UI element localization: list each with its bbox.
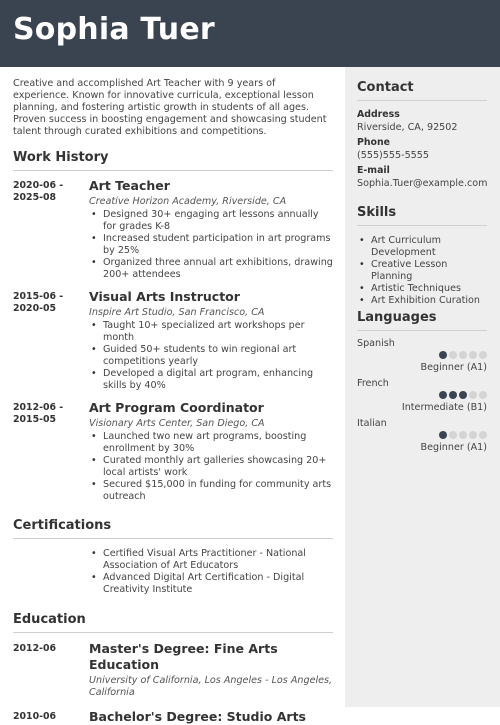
language-rating	[437, 391, 487, 399]
language-level: Beginner (A1)	[420, 442, 487, 453]
job-entry	[13, 400, 333, 503]
job-date-end: 2020-05	[13, 303, 57, 314]
rating-dot-filled	[439, 431, 447, 439]
language-item	[357, 338, 487, 373]
rating-dot-empty	[469, 391, 477, 399]
job-bullet: • Taught 10+ specialized art workshops per month	[89, 320, 333, 344]
language-level: Beginner (A1)	[420, 362, 487, 373]
language-rating	[437, 351, 487, 359]
job-bullet: • Secured $15,000 in funding for community arts outreach	[89, 479, 333, 503]
education-date: 2012-06	[13, 643, 57, 654]
job-dates	[13, 400, 89, 503]
rating-dot-filled	[439, 391, 447, 399]
rating-dot-empty	[479, 351, 487, 359]
job-bullet: • Organized three annual art exhibitions, drawing 200+ attendees	[89, 257, 333, 281]
email-value: Sophia.Tuer@example.com	[357, 178, 488, 189]
job-entry	[13, 289, 333, 392]
summary: Creative and accomplished Art Teacher with 9 years of experience. Known for innovative curricula, exceptional lesson planning, and fostering artistic growth in students of all ages. Proven success in boosting engagement and showcasing student talent through curated exhibitions and competitions.	[13, 78, 327, 137]
certifications-entry	[13, 547, 333, 596]
candidate-name: Sophia Tuer	[13, 12, 215, 47]
job-date-start: 2012-06 -	[13, 402, 64, 413]
skill-item: • Artistic Techniques	[357, 283, 487, 295]
job-date-end: 2015-05	[13, 414, 57, 425]
job-date-end: 2025-08	[13, 192, 57, 203]
skills-list	[357, 235, 487, 307]
phone-label: Phone	[357, 137, 391, 148]
rating-dot-empty	[469, 351, 477, 359]
job-body	[89, 400, 333, 503]
job-dates	[13, 289, 89, 392]
rating-dot-empty	[449, 351, 457, 359]
job-bullet: • Increased student participation in art programs by 25%	[89, 233, 333, 257]
job-title: Art Teacher	[89, 178, 170, 193]
degree-title: Master's Degree: Fine Arts Education	[89, 641, 278, 672]
rating-dot-empty	[479, 431, 487, 439]
address-label: Address	[357, 109, 400, 120]
job-body	[89, 178, 333, 281]
job-title: Art Program Coordinator	[89, 400, 264, 415]
certification-item: • Advanced Digital Art Certification - Digital Creativity Institute	[89, 572, 333, 596]
job-bullet: • Designed 30+ engaging art lessons annually for grades K-8	[89, 209, 333, 233]
job-bullet: • Launched two new art programs, boosting enrollment by 30%	[89, 431, 333, 455]
rating-dot-empty	[479, 391, 487, 399]
job-bullet: • Curated monthly art galleries showcasing 20+ local artists' work	[89, 455, 333, 479]
education-entry	[13, 641, 333, 699]
contact-section	[357, 80, 487, 190]
skills-section	[357, 205, 487, 307]
rating-dot-empty	[449, 431, 457, 439]
rating-dot-filled	[439, 351, 447, 359]
job-bullets	[89, 209, 333, 281]
job-entry	[13, 178, 333, 281]
job-organization: Creative Horizon Academy, Riverside, CA	[89, 196, 287, 207]
job-body	[89, 289, 333, 392]
language-item	[357, 378, 487, 413]
address-value: Riverside, CA, 92502	[357, 122, 458, 133]
skill-item: • Art Curriculum Development	[357, 235, 487, 259]
job-dates	[13, 178, 89, 281]
degree-title: Bachelor's Degree: Studio Arts	[89, 709, 306, 724]
education-entry	[13, 709, 333, 725]
resume-header	[0, 0, 500, 67]
education-title: Education	[13, 612, 333, 633]
language-name: French	[357, 378, 389, 389]
job-bullets	[89, 320, 333, 392]
job-bullets	[89, 431, 333, 503]
email-label: E-mail	[357, 165, 390, 176]
phone-value: (555)555-5555	[357, 150, 429, 161]
school-name: University of California, Los Angeles - Los Angeles, California	[89, 675, 333, 698]
rating-dot-empty	[459, 351, 467, 359]
language-level: Intermediate (B1)	[401, 402, 487, 413]
languages-title: Languages	[357, 310, 487, 331]
rating-dot-filled	[449, 391, 457, 399]
language-name: Italian	[357, 418, 387, 429]
job-date-start: 2020-06 -	[13, 180, 64, 191]
language-item	[357, 418, 487, 453]
rating-dot-empty	[459, 431, 467, 439]
skills-title: Skills	[357, 205, 487, 226]
job-bullet: • Guided 50+ students to win regional art competitions yearly	[89, 344, 333, 368]
job-date-start: 2015-06 -	[13, 291, 64, 302]
skill-item: • Creative Lesson Planning	[357, 259, 487, 283]
job-organization: Inspire Art Studio, San Francisco, CA	[89, 307, 265, 318]
contact-title: Contact	[357, 80, 487, 101]
language-name: Spanish	[357, 338, 395, 349]
languages-section	[357, 310, 487, 331]
rating-dot-empty	[469, 431, 477, 439]
language-rating	[437, 431, 487, 439]
education-date: 2010-06	[13, 711, 57, 722]
skill-item: • Art Exhibition Curation	[357, 295, 487, 307]
job-title: Visual Arts Instructor	[89, 289, 240, 304]
rating-dot-filled	[459, 391, 467, 399]
main-column	[13, 78, 333, 725]
certifications-title: Certifications	[13, 518, 333, 539]
certification-item: • Certified Visual Arts Practitioner - National Association of Art Educators	[89, 548, 333, 572]
certification-list	[89, 548, 333, 596]
job-organization: Visionary Arts Center, San Diego, CA	[89, 418, 265, 429]
job-bullet: • Developed a digital art program, enhancing skills by 40%	[89, 368, 333, 392]
work-history-title: Work History	[13, 150, 333, 171]
